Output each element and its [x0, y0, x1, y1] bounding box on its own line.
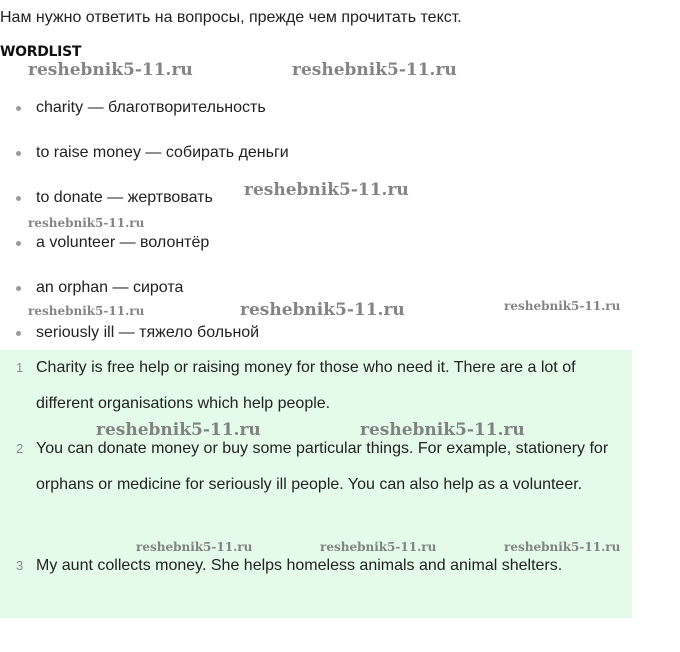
watermark: reshebnik5-11.ru — [28, 304, 145, 318]
watermark: reshebnik5-11.ru — [240, 300, 405, 320]
watermark: reshebnik5-11.ru — [504, 540, 621, 554]
wordlist-term: seriously ill — тяжело больной — [36, 324, 260, 341]
bullet-icon — [16, 241, 21, 246]
watermark: reshebnik5-11.ru — [360, 420, 525, 440]
list-item — [16, 98, 536, 118]
answer-number: 1 — [16, 360, 24, 375]
answer-text: You can donate money or buy some particular things. For example, stationery for orphans or medicine for seriously ill people. You can also help as a volunteer. — [36, 440, 609, 493]
bullet-icon — [16, 151, 21, 156]
watermark: reshebnik5-11.ru — [320, 540, 437, 554]
list-item — [16, 143, 536, 163]
list-item — [16, 233, 536, 253]
bullet-icon — [16, 286, 21, 291]
wordlist-term: an orphan — сирота — [36, 279, 184, 296]
wordlist-term: a volunteer — волонтёр — [36, 234, 210, 251]
watermark: reshebnik5-11.ru — [28, 216, 145, 230]
wordlist-term: to raise money — собирать деньги — [36, 144, 289, 161]
intro-text: Нам нужно ответить на вопросы, прежде чем прочитать текст. — [0, 9, 462, 26]
list-item — [16, 278, 536, 298]
answer-number: 2 — [16, 441, 24, 456]
wordlist-heading: WORDLIST — [0, 44, 82, 60]
bullet-icon — [16, 331, 21, 336]
watermark: reshebnik5-11.ru — [244, 180, 409, 200]
answers-block — [0, 350, 632, 618]
wordlist-term: charity — благотворительность — [36, 99, 266, 116]
bullet-icon — [16, 196, 21, 201]
watermark: reshebnik5-11.ru — [292, 60, 457, 80]
answer-number: 3 — [16, 558, 24, 573]
answer-text: Charity is free help or raising money for those who need it. There are a lot of different organisations which help people. — [36, 359, 576, 412]
watermark: reshebnik5-11.ru — [136, 540, 253, 554]
list-item — [16, 188, 536, 208]
watermark: reshebnik5-11.ru — [504, 299, 621, 313]
list-item — [16, 323, 536, 343]
bullet-icon — [16, 106, 21, 111]
watermark: reshebnik5-11.ru — [96, 420, 261, 440]
wordlist-term: to donate — жертвовать — [36, 189, 213, 206]
watermark: reshebnik5-11.ru — [28, 60, 193, 80]
answer-text: My aunt collects money. She helps homeless animals and animal shelters. — [36, 557, 563, 574]
